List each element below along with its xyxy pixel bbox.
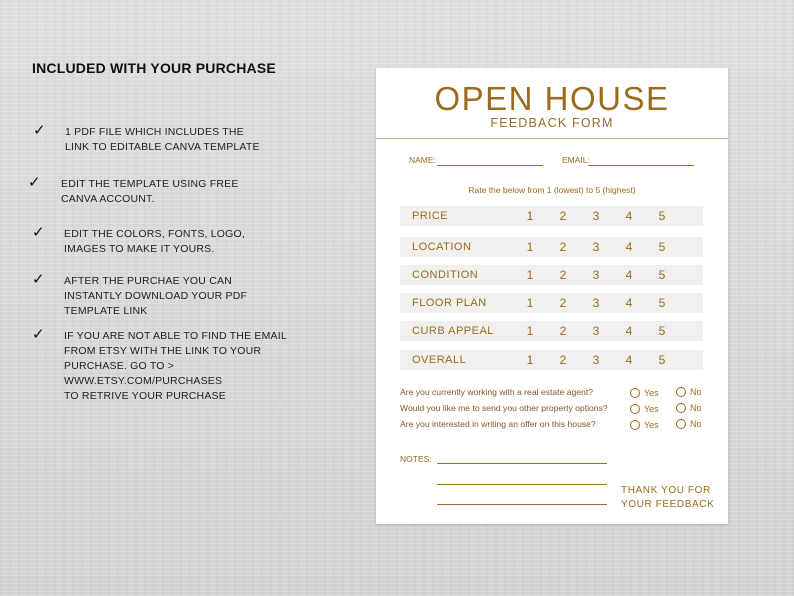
bullet-item bbox=[28, 173, 239, 207]
rating-option-3[interactable]: 3 bbox=[592, 240, 600, 254]
rating-option-4[interactable]: 4 bbox=[625, 209, 633, 223]
rating-label: CURB APPEAL bbox=[412, 325, 494, 337]
yes-radio[interactable] bbox=[630, 404, 640, 414]
bullet-text: AFTER THE PURCHAE YOU CAN INSTANTLY DOWNLOAD YOUR PDF TEMPLATE LINK bbox=[64, 275, 248, 317]
rating-option-3[interactable]: 3 bbox=[592, 268, 600, 282]
rating-option-1[interactable]: 1 bbox=[526, 324, 534, 338]
rating-option-1[interactable]: 1 bbox=[526, 353, 534, 367]
rating-row bbox=[400, 293, 703, 313]
thank-you-message: THANK YOU FOR YOUR FEEDBACK bbox=[621, 485, 715, 510]
rating-option-2[interactable]: 2 bbox=[559, 209, 567, 223]
yes-label: Yes bbox=[644, 388, 659, 398]
included-heading: INCLUDED WITH YOUR PURCHASE bbox=[32, 60, 276, 76]
question-text: Would you like me to send you other property options? bbox=[400, 403, 608, 413]
checkmark-icon: ✓ bbox=[32, 325, 45, 343]
title-divider bbox=[376, 138, 728, 139]
bullet-item bbox=[33, 121, 260, 155]
rating-label: PRICE bbox=[412, 210, 449, 222]
rating-option-5[interactable]: 5 bbox=[658, 296, 666, 310]
checkmark-icon: ✓ bbox=[32, 223, 45, 241]
rating-row bbox=[400, 321, 703, 341]
rating-row bbox=[400, 350, 703, 370]
rating-option-5[interactable]: 5 bbox=[658, 240, 666, 254]
notes-line[interactable] bbox=[437, 504, 607, 505]
yes-label: Yes bbox=[644, 420, 659, 430]
rating-row bbox=[400, 237, 703, 257]
yes-label: Yes bbox=[644, 404, 659, 414]
rating-option-1[interactable]: 1 bbox=[526, 296, 534, 310]
rating-option-3[interactable]: 3 bbox=[592, 296, 600, 310]
form-title: OPEN HOUSE bbox=[434, 80, 670, 117]
rating-option-2[interactable]: 2 bbox=[559, 240, 567, 254]
name-label: NAME: bbox=[409, 155, 436, 165]
no-label: No bbox=[690, 403, 702, 413]
bullet-text: EDIT THE COLORS, FONTS, LOGO, IMAGES TO MAKE IT YOURS. bbox=[64, 228, 246, 255]
rating-option-5[interactable]: 5 bbox=[658, 353, 666, 367]
checkmark-icon: ✓ bbox=[28, 173, 41, 191]
no-label: No bbox=[690, 419, 702, 429]
name-field[interactable] bbox=[437, 165, 543, 166]
bullet-text: IF YOU ARE NOT ABLE TO FIND THE EMAIL FROM ETSY WITH THE LINK TO YOUR PURCHASE. GO TO > WWW.ETSY.COM/PURCHASES TO RETRIVE YOUR PURCHASE bbox=[64, 330, 287, 402]
rating-option-4[interactable]: 4 bbox=[625, 240, 633, 254]
bullet-text: EDIT THE TEMPLATE USING FREE CANVA ACCOUNT. bbox=[61, 178, 239, 205]
rating-option-5[interactable]: 5 bbox=[658, 324, 666, 338]
no-radio[interactable] bbox=[676, 419, 686, 429]
question-text: Are you interested in writing an offer on this house? bbox=[400, 419, 596, 429]
rating-option-4[interactable]: 4 bbox=[625, 353, 633, 367]
rating-row bbox=[400, 206, 703, 226]
rating-option-2[interactable]: 2 bbox=[559, 296, 567, 310]
bullet-item bbox=[32, 270, 248, 319]
rating-option-4[interactable]: 4 bbox=[625, 324, 633, 338]
bullet-text: 1 PDF FILE WHICH INCLUDES THE LINK TO EDITABLE CANVA TEMPLATE bbox=[65, 126, 260, 153]
yes-radio[interactable] bbox=[630, 420, 640, 430]
rating-label: FLOOR PLAN bbox=[412, 297, 487, 309]
no-label: No bbox=[690, 387, 702, 397]
rating-option-1[interactable]: 1 bbox=[526, 268, 534, 282]
feedback-form-card bbox=[376, 68, 728, 524]
rating-option-4[interactable]: 4 bbox=[625, 268, 633, 282]
rating-option-3[interactable]: 3 bbox=[592, 353, 600, 367]
rating-option-5[interactable]: 5 bbox=[658, 209, 666, 223]
rating-label: LOCATION bbox=[412, 241, 472, 253]
question-text: Are you currently working with a real estate agent? bbox=[400, 387, 593, 397]
rating-instructions: Rate the below from 1 (lowest) to 5 (highest) bbox=[468, 185, 636, 195]
no-radio[interactable] bbox=[676, 387, 686, 397]
checkmark-icon: ✓ bbox=[33, 121, 46, 139]
notes-label: NOTES: bbox=[400, 454, 432, 464]
rating-option-1[interactable]: 1 bbox=[526, 240, 534, 254]
rating-option-2[interactable]: 2 bbox=[559, 268, 567, 282]
rating-label: OVERALL bbox=[412, 354, 467, 366]
bullet-item bbox=[32, 325, 287, 404]
checkmark-icon: ✓ bbox=[32, 270, 45, 288]
rating-option-4[interactable]: 4 bbox=[625, 296, 633, 310]
email-field[interactable] bbox=[588, 165, 694, 166]
rating-option-2[interactable]: 2 bbox=[559, 353, 567, 367]
rating-option-3[interactable]: 3 bbox=[592, 324, 600, 338]
rating-option-2[interactable]: 2 bbox=[559, 324, 567, 338]
notes-line[interactable] bbox=[437, 484, 607, 485]
rating-option-1[interactable]: 1 bbox=[526, 209, 534, 223]
rating-option-5[interactable]: 5 bbox=[658, 268, 666, 282]
yes-radio[interactable] bbox=[630, 388, 640, 398]
notes-line[interactable] bbox=[437, 463, 607, 464]
email-label: EMAIL: bbox=[562, 155, 590, 165]
rating-label: CONDITION bbox=[412, 269, 479, 281]
bullet-item bbox=[32, 223, 246, 257]
no-radio[interactable] bbox=[676, 403, 686, 413]
rating-row bbox=[400, 265, 703, 285]
form-subtitle: FEEDBACK FORM bbox=[490, 116, 614, 130]
rating-option-3[interactable]: 3 bbox=[592, 209, 600, 223]
